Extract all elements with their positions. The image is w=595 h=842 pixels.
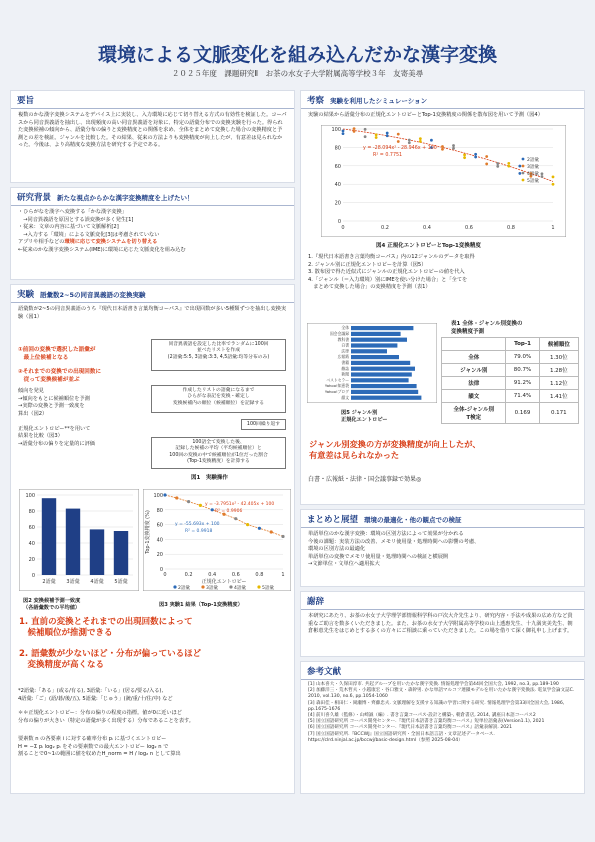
fig4-point xyxy=(342,129,345,132)
fig4-point xyxy=(441,148,444,151)
fig4-point xyxy=(518,165,521,168)
fig2-xtick: 2語彙 xyxy=(42,579,56,585)
fig5-label: 書籍 xyxy=(341,360,349,365)
table1-header: 候補順位 xyxy=(539,338,578,351)
table-row xyxy=(442,377,579,390)
fig2-ytick: 40 xyxy=(28,541,35,547)
fig4-point xyxy=(397,140,400,143)
background-highlight: 環境に応じて変換システムを切り替える xyxy=(64,239,158,246)
fig5-label: 広報紙 xyxy=(337,354,349,360)
fig4-ytick: 20 xyxy=(334,200,341,207)
fig2-ytick: 100 xyxy=(25,493,35,499)
fig4-point xyxy=(485,163,488,166)
fig5-bar xyxy=(351,367,415,371)
fig3-legend-marker xyxy=(201,585,204,588)
references-heading: 参考文献 xyxy=(301,662,584,680)
fig3-eq2: y = -55.693x + 100 xyxy=(175,522,220,527)
fig3-point xyxy=(246,523,249,526)
table-cell: 91.2% xyxy=(506,377,539,390)
fig5-bar xyxy=(351,390,418,394)
fig2-bar xyxy=(66,509,80,575)
fig4-legend-label: 4語彙 xyxy=(527,172,539,177)
experiment-note3: 要素数 n の各要素 i に対する確率分布 pᵢ に基づくエントロピー H = −Σ pᵢ log₂ pᵢ をその要素数での最大エントロピー log₂ n で 割ることで0~1の範囲に値を収めたH_norm = H / log₂ n として算出 xyxy=(18,736,181,758)
consideration-steps: 1.『現代日本語書き言葉均衡コーパス』内の12ジャンルのデータを取得 2. ジャンル別に正規化エントロピーを計算（図5） 3. 散布図で得た近似式にジャンルの正規化エントロピーの値を代入 4.「ジャンル（＝入力環境）別にIMEを使い分けた場合」と「全てを まとめて変換した場合」の変換精度を予測（表1） xyxy=(308,254,475,291)
thanks-section xyxy=(300,591,585,657)
fig4-xtick: 0.8 xyxy=(507,225,515,231)
fig3-legend-label: 2語彙 xyxy=(178,586,190,591)
table-cell: 全体 xyxy=(442,351,506,364)
fig5-bar xyxy=(351,355,399,359)
experiment-red1: ①前回の変換で選択した語彙が 最上位候補となる xyxy=(18,347,96,362)
table-cell: ジャンル別 xyxy=(442,364,506,377)
experiment-section xyxy=(10,284,295,794)
fig4-point xyxy=(408,141,411,144)
fig2-ytick: 20 xyxy=(28,557,35,563)
fig5-chart xyxy=(307,323,437,403)
fig4-point xyxy=(552,183,555,186)
fig4-point xyxy=(419,137,422,140)
consideration-result: ジャンル別変換の方が変換精度が向上したが、 有意差は見られなかった xyxy=(309,439,481,461)
fig4-legend-label: 3語彙 xyxy=(527,165,539,170)
fig4-xtick: 0.4 xyxy=(423,225,431,231)
fig3-point xyxy=(234,517,237,520)
fig5-label: Yahoo!ブログ xyxy=(324,389,349,394)
fig3-point xyxy=(258,527,261,530)
experiment-heading xyxy=(11,285,294,303)
flow-step2: 作成したリストの語彙になるまで ひらがな表記を変換・確定し 変換候補内の順位（候補順位）を記録する xyxy=(151,385,286,413)
table-cell: 79.0% xyxy=(506,351,539,364)
table-row xyxy=(442,403,579,424)
fig3-xtick: 1 xyxy=(281,572,285,578)
fig5-bar xyxy=(351,338,407,342)
table-row xyxy=(442,390,579,403)
table1-title: 表1 全体・ジャンル別変換の 変換精度予測 xyxy=(451,321,523,335)
fig5-bar xyxy=(351,326,413,330)
fig4-legend-marker xyxy=(522,158,525,161)
background-lines: ・ひらがなを漢字へ変換する「かな漢字変換」 →同音異義語を原因とする誤変換が多く発生[1] ・従来：文章の内容に基づいて文脈解析[2] →入力する「環境」による文脈変化[3]は考慮されていない アプリや相手などの xyxy=(18,209,160,246)
fig4-point xyxy=(463,156,466,159)
flow-step1: 同音異義語を設定した比率でランダムに100回 並べたリストを作成 (2語彙:5:5, 3語彙:3:3, 4,5語彙:均等分布のみ) xyxy=(151,339,286,371)
table-cell: 1.12位 xyxy=(539,377,578,390)
outlook-section xyxy=(300,509,585,587)
thanks-text: 本研究にあたり、お茶の水女子大学理学部情報科学科の戸次大介先生より、研究内容・手法や成果の広め方など貴重なご助言を数多くいただきました。また、お茶の水女子大学附属高等学校の山上透惠先生、十九満実美先生、朝倉彬恵先生をはじめとする多くの方々にご相談に乗っていただきました。この場を借りて深く御礼申し上げます。 xyxy=(308,613,573,635)
fig4-point xyxy=(474,156,477,159)
table-cell: 0.171 xyxy=(539,403,578,424)
fig2-ytick: 0 xyxy=(31,573,35,579)
experiment-note2: ＊＊正規化エントロピー：分布の偏りの程度の指標。値が0に近いほど 分布の偏りが大きい（特定の語彙が多く出現する）分布であることを表す。 xyxy=(18,710,194,724)
fig4-r2: R² = 0.7751 xyxy=(373,153,403,158)
table-cell: 1.41位 xyxy=(539,390,578,403)
table-row xyxy=(442,364,579,377)
fig4-ytick: 100 xyxy=(331,127,341,133)
fig5-bar xyxy=(351,361,410,365)
references-section xyxy=(300,661,585,794)
table-cell: 韻文 xyxy=(442,390,506,403)
fig5-bar xyxy=(351,372,412,376)
fig4-point xyxy=(408,139,411,142)
fig3-xtick: 0.2 xyxy=(184,572,193,578)
fig4-point xyxy=(441,145,444,148)
fig3-point xyxy=(175,496,178,499)
background-section xyxy=(10,187,295,280)
fig3-point xyxy=(199,504,202,507)
fig4-point xyxy=(463,154,466,157)
outlook-text: 単語単位のかな漢字変換：環境の区別方法によって効果が分かれる 今後の課題：実装方法の改善、メモリ使用量・処理時間への影響の考慮、 環境の区別方法の最適化 単語単位の変換でメモリ使用量・処理時間への検証と横展開 →文節単位・文単位へ適用拡大 xyxy=(308,531,480,568)
summary-text: 複数のかな漢字変換システムをデバイス上に実装し、入力環境に応じて切り替える方式の有効性を検証した。コーパスから同音異義語を抽出し、出現頻度の高い同音異義語を対象に、特定の語彙分布での変換実験を行った。得られた変換候補の傾向から、語彙分布の偏りと変換精度との関係を求め、全体をまとめて変換した場合の変換精度と予測との差を検証。ジャンルを比較した。その結果、従来の方法よりも変換精度が向上したが、有意差は見られなかった。今後は、より高精度な変換方法を研究する予定である。 xyxy=(18,112,287,149)
fig3-ylabel: Top-1変換精度 (%) xyxy=(145,510,151,554)
fig4-point xyxy=(364,128,367,131)
experiment-intro: 語彙数が2~5の同音異義語のうち『現代日本語書き言葉均衡コーパス』で出現回数が多い5種類ずつを抽出し変換実験（図1） xyxy=(18,306,287,320)
experiment-mid: 傾向を発見 →傾向をもとに候補順位を予測 →実際の変換と予測一致度を 算出（図2） 正規化エントロピー**を用いて 結果を比較（図3） →語彙分布の偏りを定量的に評価 xyxy=(18,388,95,447)
fig4-point xyxy=(507,165,510,168)
consideration-result-note: 白書・広報紙・法律・国会議事録で効果◎ xyxy=(308,476,422,483)
fig3-ytick: 60 xyxy=(156,522,163,529)
background-text xyxy=(11,206,294,257)
fig4-legend-marker xyxy=(522,179,525,182)
fig2-bar xyxy=(42,498,56,575)
fig4-point xyxy=(496,165,499,168)
fig3-point xyxy=(281,535,284,538)
fig3-legend-label: 3語彙 xyxy=(206,586,218,591)
fig3-point xyxy=(163,493,166,496)
fig3-ytick: 20 xyxy=(156,552,163,559)
table-cell: 0.169 xyxy=(506,403,539,424)
fig3-xtick: 0.4 xyxy=(208,572,217,578)
fig3-xtick: 0 xyxy=(163,572,167,578)
fig3-legend-label: 5語彙 xyxy=(262,586,274,591)
fig4-point xyxy=(364,135,367,138)
fig4-point xyxy=(552,175,555,178)
flow-step4: 100語全て変換した後、 記録した候補の平均（平均候補順位）と 100回の変換の中で候補順位が1位だった割合 (Top-1変換精度）を計算する xyxy=(151,437,286,469)
conclusion-1: 1. 直前の変換とそれまでの出現回数によって 候補順位が推測できる xyxy=(19,617,193,639)
fig4-caption: 図4 正規化エントロピーとTop-1変換精度 xyxy=(376,243,481,249)
thanks-heading: 謝辞 xyxy=(301,592,584,610)
fig5-label: Yahoo!知恵袋 xyxy=(324,383,349,389)
fig3-point xyxy=(270,530,273,533)
fig4-point xyxy=(474,153,477,156)
fig4-point xyxy=(386,134,389,137)
fig3-eq1: y = -3.7951x² - 42.405x + 100 xyxy=(205,502,275,507)
fig5-label: 新聞 xyxy=(341,371,349,377)
fig4-legend-label: 2語彙 xyxy=(527,158,539,163)
fig2-ytick: 60 xyxy=(28,525,35,531)
fig4-point xyxy=(541,172,544,175)
fig4-point xyxy=(518,172,521,175)
fig5-bar xyxy=(351,332,401,336)
fig4-point xyxy=(419,140,422,143)
background-tail: ←従来のかな漢字変換システム(IME)に環境に応じた文脈変化を組み込む xyxy=(18,246,186,253)
poster-subtitle: ２０２５年度 課題研究Ⅱ お茶の水女子大学附属高等学校３年 友寄美尋 xyxy=(171,69,424,78)
fig4-xtick: 0 xyxy=(341,225,345,231)
fig2-xtick: 5語彙 xyxy=(114,579,128,585)
fig4-point xyxy=(430,139,433,142)
fig4-eq: y = -28.094x² - 28.946x + 100 xyxy=(363,146,437,151)
table-cell: 1.30位 xyxy=(539,351,578,364)
fig3-xtick: 0.6 xyxy=(231,572,240,578)
fig3-point xyxy=(211,508,214,511)
fig4-legend-marker xyxy=(522,172,525,175)
fig4-xtick: 1 xyxy=(551,225,555,231)
fig3-r2: R² = 0.9918 xyxy=(185,529,213,534)
table1-header: Top-1 xyxy=(506,338,539,351)
fig3-legend-label: 4語彙 xyxy=(234,586,246,591)
fig5-bar xyxy=(351,384,417,388)
table-cell: 全体-ジャンル別 T検定 xyxy=(442,403,506,424)
fig5-label: 教科書 xyxy=(337,336,349,342)
summary-heading: 要旨 xyxy=(11,91,294,109)
table-cell: 80.7% xyxy=(506,364,539,377)
experiment-heading-label: 実験 xyxy=(17,290,35,300)
fig2-xtick: 3語彙 xyxy=(66,579,80,585)
fig4-xtick: 0.2 xyxy=(381,225,389,231)
fig2-bar xyxy=(114,531,128,575)
fig4-chart xyxy=(321,125,566,237)
background-heading-label: 研究背景 xyxy=(17,193,52,203)
table1-header xyxy=(442,338,506,351)
experiment-red2: ②それまでの変換での出現回数に 従って変換候補が並ぶ xyxy=(18,369,102,384)
fig2-chart xyxy=(19,489,139,591)
fig4-point xyxy=(375,133,378,136)
fig5-label: ベストセラー xyxy=(326,377,349,383)
fig2-ytick: 80 xyxy=(28,509,35,515)
fig5-label: 全体 xyxy=(341,325,349,331)
consideration-intro: 実験の結果から語彙分布の正規化エントロピーとTop-1変換精度の関係を散布図を用いて予測（図4） xyxy=(308,112,543,118)
fig4-point xyxy=(342,132,345,135)
experiment-note1: *2語彙:「ある」(或る/有る), 3語彙:「いる」(居る/要る/入る), 4語彙:「ご」(語/碁/後/五), 5語彙:「じゅう」(銃/重/十/住/中) など xyxy=(18,688,173,702)
table-cell: 法律 xyxy=(442,377,506,390)
fig4-point xyxy=(485,155,488,158)
fig3-ytick: 0 xyxy=(159,567,163,573)
fig2-xtick: 4語彙 xyxy=(90,579,104,585)
fig4-point xyxy=(541,175,544,178)
fig3-legend-marker xyxy=(229,585,232,588)
fig4-point xyxy=(496,162,499,165)
fig4-point xyxy=(353,127,356,130)
fig3-ytick: 80 xyxy=(156,507,163,514)
outlook-heading xyxy=(301,510,584,528)
fig5-caption: 図5 ジャンル別 正規化エントロピー xyxy=(341,410,388,423)
fig3-r1: R² = 0.9906 xyxy=(215,509,243,514)
fig5-label: 白書 xyxy=(341,342,349,348)
fig1-caption: 図1 実験操作 xyxy=(191,475,228,481)
fig4-point xyxy=(397,133,400,136)
fig3-ytick: 40 xyxy=(156,537,163,544)
fig5-bar xyxy=(351,343,397,347)
consideration-section xyxy=(300,90,585,505)
references-text: [1] 山本喜大・久保田淳市. 共起グループを用いたかな漢字変換. 情報処理学会第44回全国大会, 1992, no.3, pp.189-190 [2] 加藤洋三・荒木哲夫・小越康宏・谷口雅文・森幹男. かな単語マルコフ連鎖モデルを用いたかな漢字変換法. 電気学会論文誌C. 2010, vol.130, no.6, pp.1054-1060 [3] 森田佳・相田仁・岡瀬博・齊藤忠夫. 文脈理解を支援する知識の学習に関する研究. 情報処理学会第33回全国大会, 1986, pp.1675-1676 [4] 前川喜久雄（監修）・山崎誠（編）. 書き言葉コーパス-設計と構築-, 朝倉書店, 2014, 講座日本語コーパス2 [5] 国立国語研究所 コーパス開発センター.『現代日本語書き言葉均衡コーパス』短単位語彙表(Version1.1), 2021 [6] 国立国語研究所 コーパス開発センター.『現代日本語書き言葉均衡コーパス』語彙表解説. 2021 [7] 国立国語研究所.『BCCWJ』国立国語研究所・全国日本語言語・文章記述データベース. https://clrd.ninjal.ac.jp/bccwj/basic-design.html（参照 2025-08-04） xyxy=(308,682,575,743)
fig4-ytick: 40 xyxy=(334,182,341,189)
fig5-label: 雑誌 xyxy=(341,365,349,371)
fig3-point xyxy=(187,500,190,503)
summary-section xyxy=(10,90,295,183)
fig3-caption: 図3 実験1 結果（Top-1変換精度） xyxy=(159,602,243,608)
table-cell: 1.28位 xyxy=(539,364,578,377)
fig3-chart xyxy=(143,489,291,591)
fig4-legend-label: 5語彙 xyxy=(527,179,539,184)
fig5-bar xyxy=(351,349,387,353)
fig3-legend-marker xyxy=(257,585,260,588)
outlook-heading-label: まとめと展望 xyxy=(307,515,359,525)
fig3-ytick: 100 xyxy=(153,493,163,499)
fig4-point xyxy=(353,130,356,133)
fig4-ytick: 60 xyxy=(334,163,341,170)
table-row xyxy=(442,351,579,364)
background-heading-sub: 新たな視点からかな漢字変換精度を上げたい！ xyxy=(57,194,194,202)
consideration-heading-label: 考察 xyxy=(307,96,325,106)
fig4-point xyxy=(375,136,378,139)
fig2-caption: 図2 変換候補予測一致度 （各語彙数での平均値） xyxy=(23,598,81,611)
outlook-heading-sub: 環境の最適化・他の観点での検証 xyxy=(364,516,462,524)
fig5-bar xyxy=(351,396,421,400)
fig4-point xyxy=(452,144,455,147)
fig5-label: 韻文 xyxy=(341,394,349,400)
fig4-point xyxy=(386,132,389,135)
background-heading xyxy=(11,188,294,206)
fig4-ytick: 80 xyxy=(334,145,341,152)
fig5-label: 国会会議録 xyxy=(330,331,349,336)
fig4-legend-marker xyxy=(522,165,525,168)
fig4-point xyxy=(507,162,510,165)
fig4-xtick: 0.6 xyxy=(465,225,473,231)
table-cell: 71.4% xyxy=(506,390,539,403)
fig4-point xyxy=(452,147,455,150)
fig3-legend-marker xyxy=(173,585,176,588)
fig3-xtick: 0.8 xyxy=(255,572,264,578)
fig5-bar xyxy=(351,378,409,382)
fig3-xlabel: 正規化エントロピー xyxy=(201,579,247,585)
table1 xyxy=(441,337,579,424)
fig5-label: 法律 xyxy=(341,348,349,354)
consideration-heading-sub: 実験を利用したシミュレーション xyxy=(330,97,428,105)
consideration-heading xyxy=(301,91,584,109)
experiment-heading-sub: 語彙数2~5の同音異義語の変換実験 xyxy=(40,291,146,299)
conclusion-2: 2. 語彙数が少ないほど・分布が偏っているほど 変換精度が高くなる xyxy=(19,649,202,671)
poster-title: 環境による文脈変化を組み込んだかな漢字変換 xyxy=(97,44,497,66)
flow-step3: 100回繰り返す xyxy=(241,419,286,430)
fig4-ytick: 0 xyxy=(337,219,341,225)
fig2-bar xyxy=(90,529,104,575)
